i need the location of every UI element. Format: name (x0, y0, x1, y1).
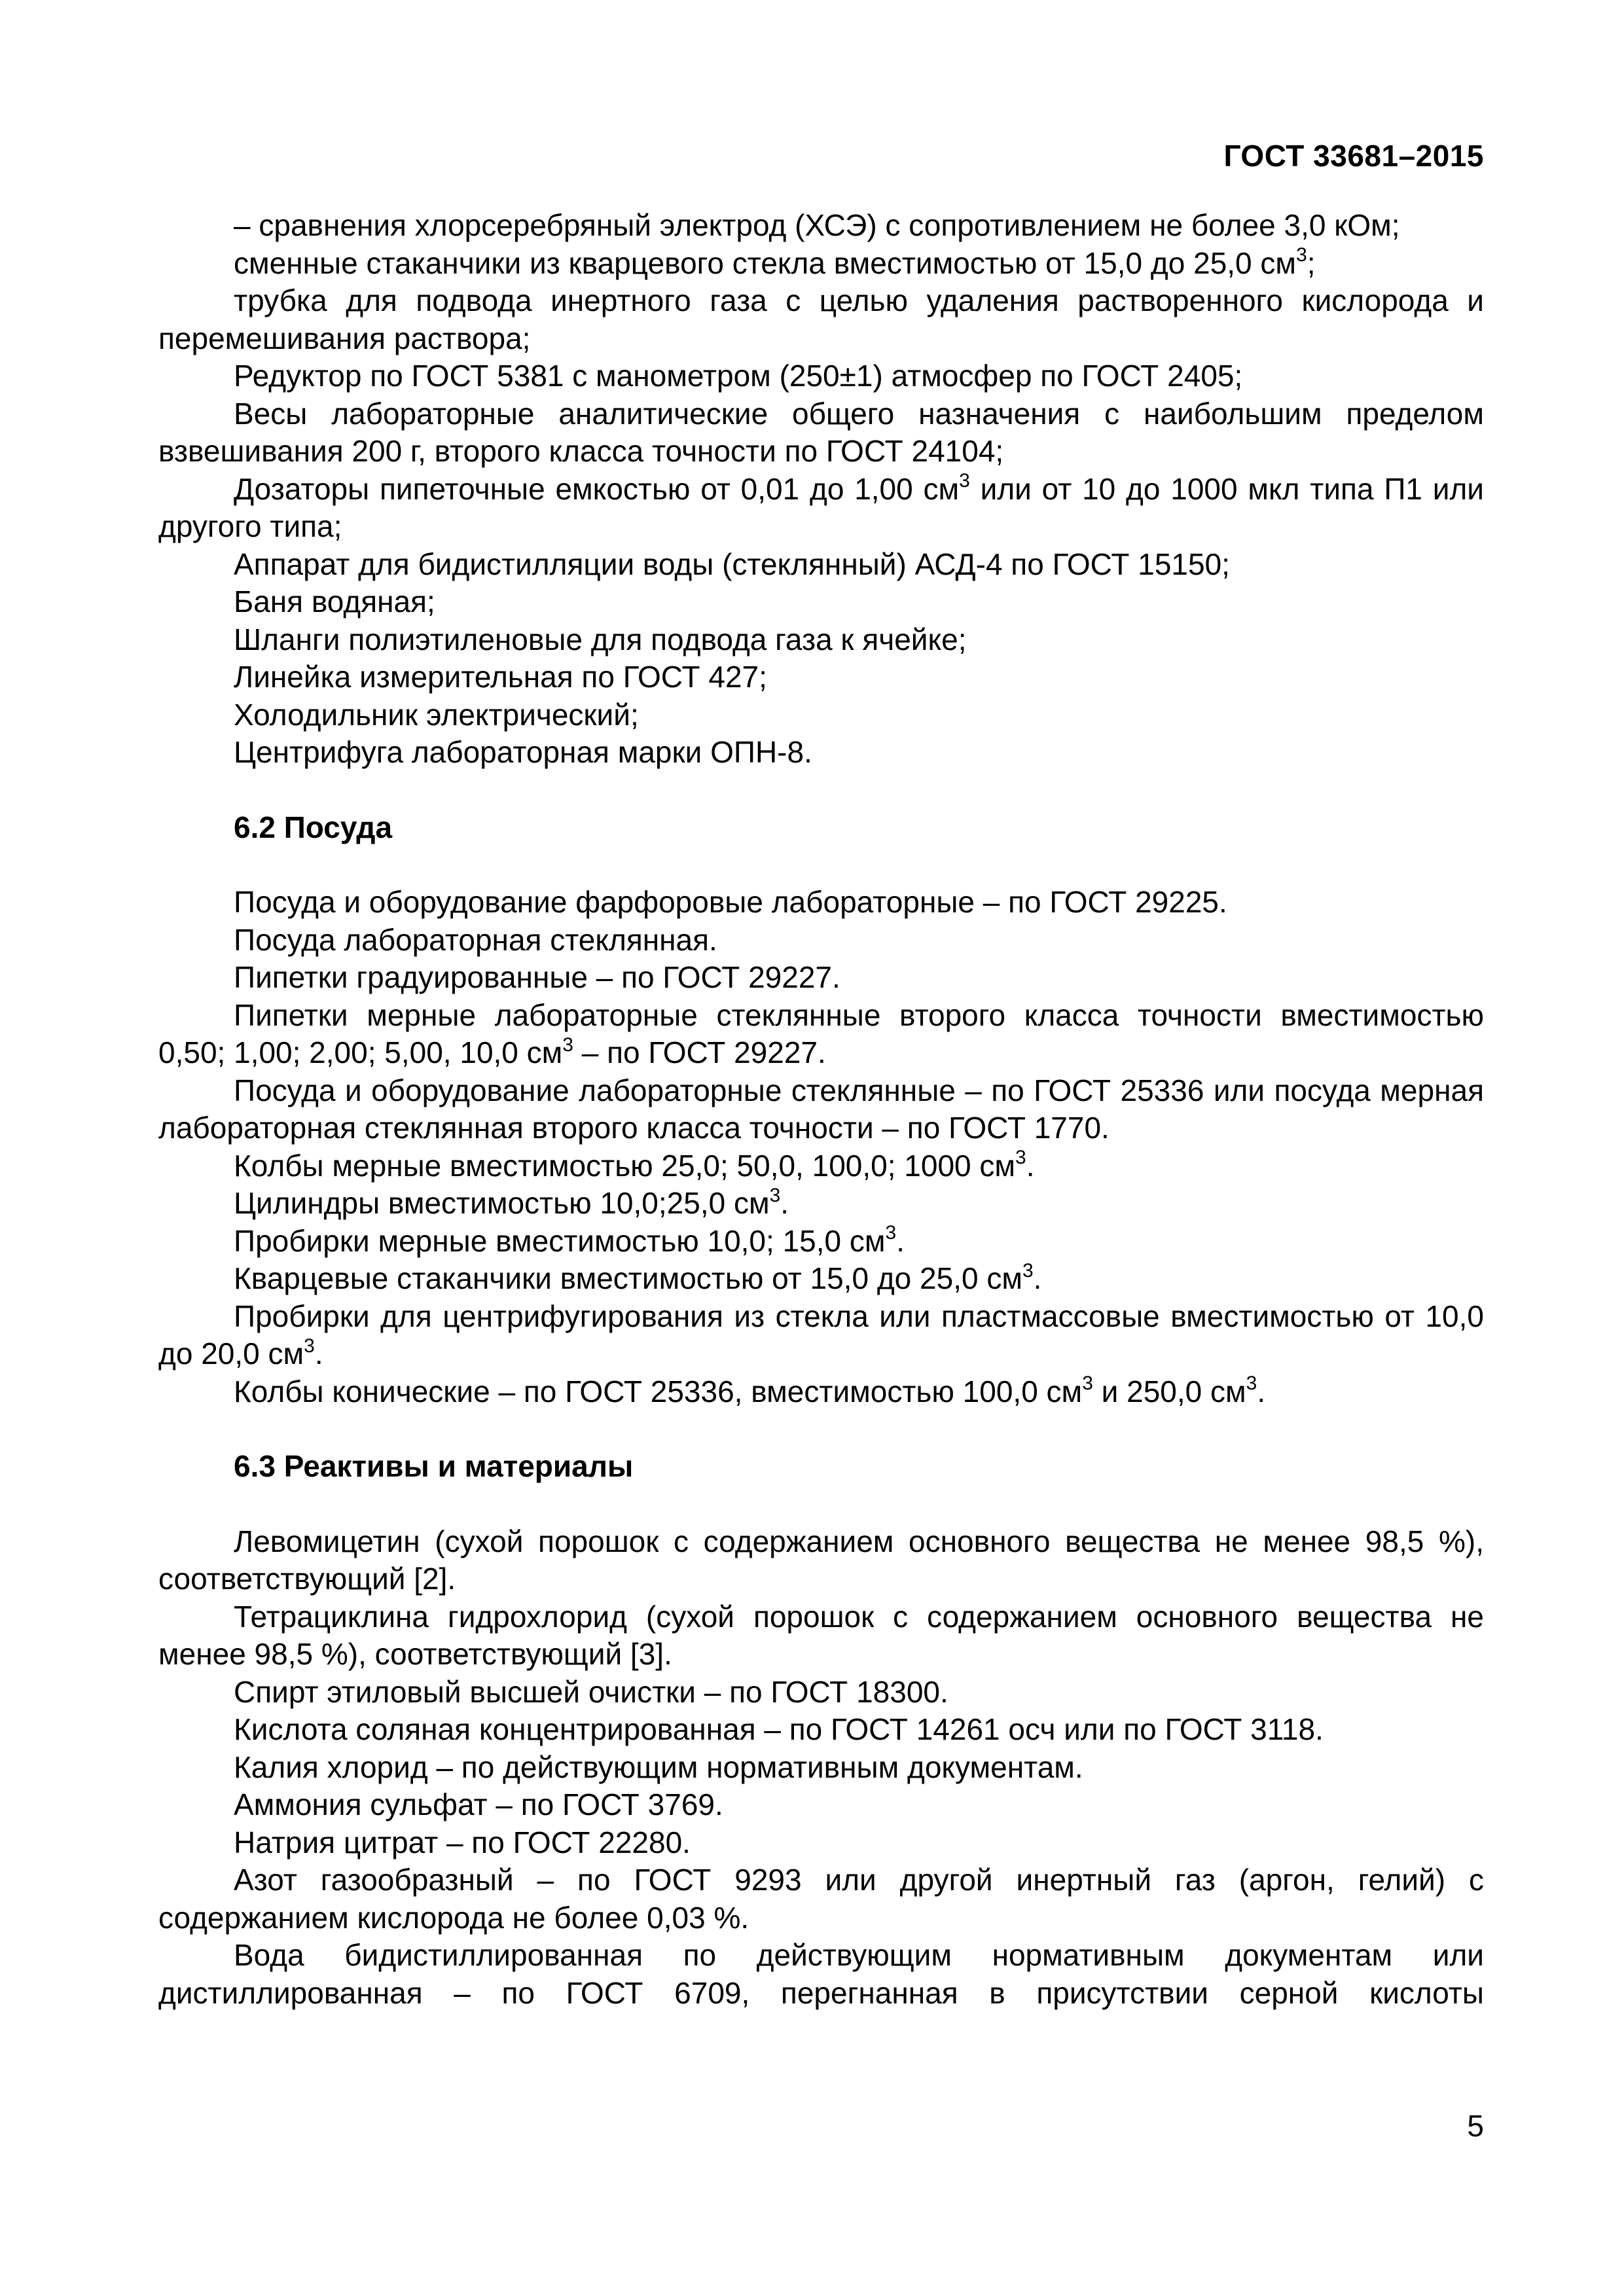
document-body (158, 207, 1484, 2012)
reagent-item: Кислота соляная концентрированная – по ГОСТ 14261 осч или по ГОСТ 3118. (234, 1712, 1324, 1746)
equipment-item: Линейка измерительная по ГОСТ 427; (234, 660, 767, 694)
equipment-item: Аппарат для бидистилляции воды (стеклянный) АСД-4 по ГОСТ 15150; (234, 547, 1230, 581)
reagent-item: Вода бидистиллированная по действующим нормативным документам или дистиллированная – по ГОСТ 6709, перегнанная в присутствии серной кислоты (158, 1938, 1484, 2010)
reagent-item: Калия хлорид – по действующим нормативным документам. (234, 1749, 1083, 1784)
equipment-item: сменные стаканчики из кварцевого стекла вместимостью от 15,0 до 25,0 $см^3$; (234, 244, 1316, 280)
equipment-item: Центрифуга лабораторная марки ОПН-8. (234, 735, 812, 769)
reagent-item: Аммония сульфат – по ГОСТ 3769. (234, 1787, 723, 1821)
reagent-item: Азот газообразный – по ГОСТ 9293 или другой инертный газ (аргон, гелий) с содержанием кислорода не более 0,03 %. (158, 1863, 1484, 1935)
reagent-item: Тетрациклина гидрохлорид (сухой порошок с содержанием основного вещества не менее 98,5 %), соответствующий [3]. (158, 1599, 1484, 1671)
equipment-item: Шланги полиэтиленовые для подвода газа к ячейке; (234, 622, 967, 656)
glassware-item: Колбы мерные вместимостью 25,0; 50,0, 100,0; 1000 $см^3$. (234, 1147, 1035, 1183)
glassware-item: Кварцевые стаканчики вместимостью от 15,0 до 25,0 $см^3$. (234, 1259, 1042, 1295)
document-header-id: ГОСТ 33681–2015 (1223, 139, 1484, 173)
reagent-item: Спирт этиловый высшей очистки – по ГОСТ 18300. (234, 1674, 948, 1709)
equipment-item: – сравнения хлорсеребряный электрод (ХСЭ) с сопротивлением не более 3,0 кОм; (234, 208, 1400, 242)
section-heading-6-2: 6.2 Посуда (234, 810, 393, 844)
page-number: 5 (1467, 2109, 1484, 2143)
equipment-item: Холодильник электрический; (234, 697, 639, 732)
glassware-item: Пробирки мерные вместимостью 10,0; 15,0 $см^3$. (234, 1222, 905, 1258)
reagent-item: Натрия цитрат – по ГОСТ 22280. (234, 1825, 691, 1859)
glassware-item: Пробирки для центрифугирования из стекла или пластмассовые вместимостью от 10,0 до 20,0 $см^3$. (158, 1299, 1484, 1371)
glassware-item: Колбы конические – по ГОСТ 25336, вместимостью 100,0 $см^3$ и 250,0 $см^3$. (234, 1372, 1266, 1408)
glassware-item: Посуда лабораторная стеклянная. (234, 922, 717, 957)
equipment-item: Баня водяная; (234, 584, 435, 619)
glassware-item: Пипетки мерные лабораторные стеклянные второго класса точности вместимостью 0,50; 1,00; 2,00; 5,00, 10,0 $см^3$ – по ГОСТ 29227. (158, 997, 1484, 1069)
glassware-item: Посуда и оборудование фарфоровые лабораторные – по ГОСТ 29225. (234, 885, 1227, 919)
equipment-item: трубка для подвода инертного газа с целью удаления растворенного кислорода и перемешивания раствора; (158, 283, 1484, 355)
glassware-item: Пипетки градуированные – по ГОСТ 29227. (234, 960, 840, 994)
reagent-item: Левомицетин (сухой порошок с содержанием основного вещества не менее 98,5 %), соответствующий [2]. (158, 1524, 1484, 1596)
equipment-item: Редуктор по ГОСТ 5381 с манометром (250±1) атмосфер по ГОСТ 2405; (234, 359, 1243, 393)
glassware-item: Цилиндры вместимостью 10,0;25,0 $см^3$. (234, 1184, 789, 1220)
section-heading-6-3: 6.3 Реактивы и материалы (234, 1449, 634, 1483)
equipment-item: Весы лабораторные аналитические общего назначения с наибольшим пределом взвешивания 200 г, второго класса точности по ГОСТ 24104; (158, 396, 1484, 468)
equipment-item: Дозаторы пипеточные емкостью от 0,01 до 1,00 $см^3$ или от 10 до 1000 мкл типа П1 или другого типа; (158, 470, 1484, 543)
glassware-item: Посуда и оборудование лабораторные стеклянные – по ГОСТ 25336 или посуда мерная лабораторная стеклянная второго класса точности – по ГОСТ 1770. (158, 1073, 1484, 1145)
